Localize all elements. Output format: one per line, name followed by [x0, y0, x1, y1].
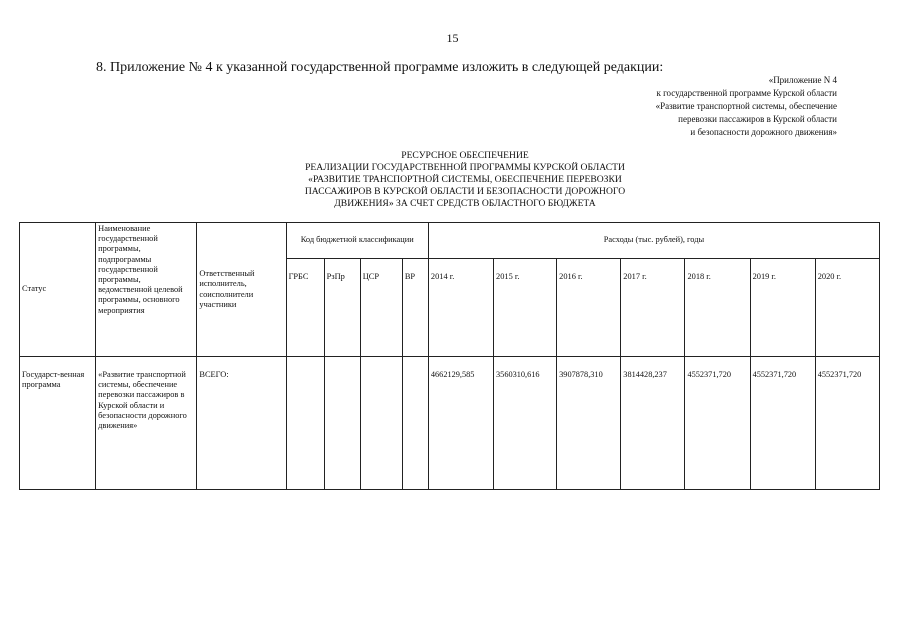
header-code-grbs: ГРБС: [286, 259, 324, 357]
row-value-2020: 4552371,720: [815, 357, 879, 490]
appendix-reference: [656, 74, 837, 139]
header-executor: Ответственный исполнитель, соисполнители участники: [197, 223, 286, 357]
row-value-2017: 3814428,237: [621, 357, 685, 490]
page-number: 15: [446, 31, 459, 45]
row-value-2014: 4662129,585: [428, 357, 493, 490]
row-value-2016: 3907878,310: [557, 357, 621, 490]
table-row: [20, 357, 880, 490]
header-code-rzpr: РзПр: [324, 259, 360, 357]
row-executor: ВСЕГО:: [197, 357, 286, 490]
header-expenses: Расходы (тыс. рублей), годы: [428, 223, 879, 259]
header-year: 2019 г.: [750, 259, 815, 357]
header-code-vr: ВР: [402, 259, 428, 357]
header-row: [20, 223, 880, 259]
row-code-rzpr: [324, 357, 360, 490]
header-name: Наименование государственной программы, подпрограммы государственной программы, ведомственной целевой программы, основного мероприятия: [96, 223, 197, 357]
row-name: «Развитие транспортной системы, обеспечение перевозки пассажиров в Курской области и безопасности дорожного движения»: [96, 357, 197, 490]
row-value-2015: 3560310,616: [494, 357, 557, 490]
header-year: 2016 г.: [557, 259, 621, 357]
row-value-2019: 4552371,720: [750, 357, 815, 490]
row-status: Государст-венная программа: [20, 357, 96, 490]
resource-table: [19, 222, 880, 490]
row-code-vr: [402, 357, 428, 490]
title-line: РЕСУРСНОЕ ОБЕСПЕЧЕНИЕ: [401, 150, 529, 161]
title-line: ДВИЖЕНИЯ» ЗА СЧЕТ СРЕДСТВ ОБЛАСТНОГО БЮДЖЕТА: [334, 198, 596, 209]
header-year: 2020 г.: [815, 259, 879, 357]
appendix-line: «Развитие транспортной системы, обеспечение: [655, 101, 837, 111]
table-title: [250, 150, 680, 210]
header-year: 2014 г.: [428, 259, 493, 357]
header-status: Статус: [20, 223, 96, 357]
row-code-grbs: [286, 357, 324, 490]
document-heading: 8. Приложение № 4 к указанной государственной программе изложить в следующей редакции:: [96, 60, 664, 75]
header-year: 2017 г.: [621, 259, 685, 357]
title-line: ПАССАЖИРОВ В КУРСКОЙ ОБЛАСТИ И БЕЗОПАСНОСТИ ДОРОЖНОГО: [304, 186, 626, 197]
row-code-csr: [360, 357, 402, 490]
appendix-line: «Приложение N 4: [768, 75, 837, 85]
header-year: 2018 г.: [685, 259, 750, 357]
appendix-line: к государственной программе Курской области: [656, 88, 837, 98]
header-year: 2015 г.: [494, 259, 557, 357]
title-line: «РАЗВИТИЕ ТРАНСПОРТНОЙ СИСТЕМЫ, ОБЕСПЕЧЕНИЕ ПЕРЕВОЗКИ: [308, 174, 622, 185]
row-value-2018: 4552371,720: [685, 357, 750, 490]
header-code-csr: ЦСР: [360, 259, 402, 357]
header-budget-code: Код бюджетной классификации: [286, 223, 428, 259]
title-line: РЕАЛИЗАЦИИ ГОСУДАРСТВЕННОЙ ПРОГРАММЫ КУРСКОЙ ОБЛАСТИ: [305, 162, 625, 173]
appendix-line: перевозки пассажиров в Курской области: [678, 114, 837, 124]
appendix-line: и безопасности дорожного движения»: [690, 127, 837, 137]
